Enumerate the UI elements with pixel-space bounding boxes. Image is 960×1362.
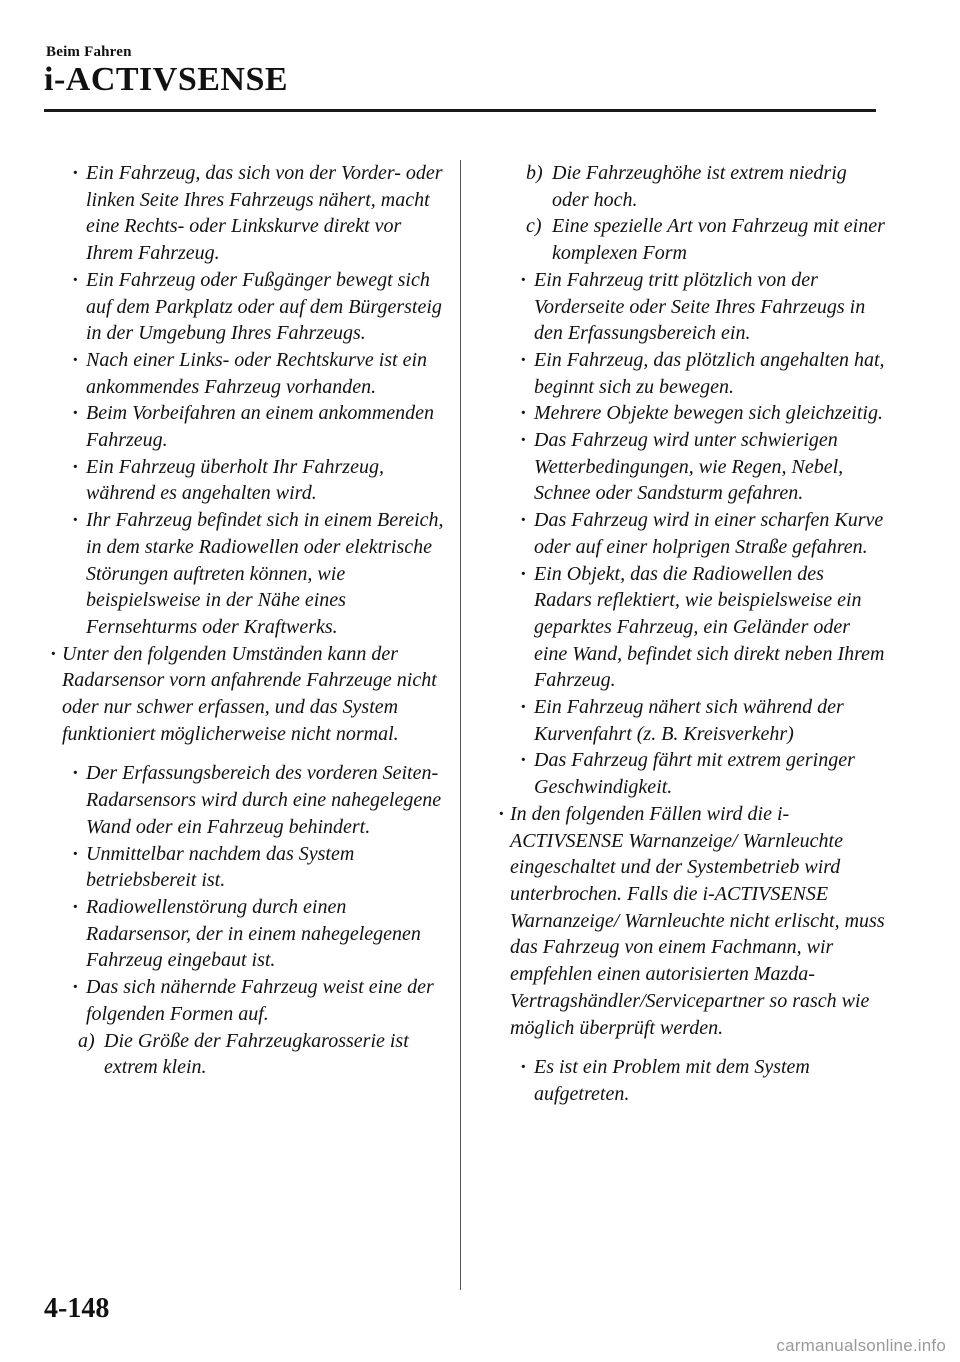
list-item: · Radiowellenstörung durch einen Radarsensor, der in einem nahegelegenen Fahrzeug eingebaut ist.: [48, 894, 448, 974]
list-item: · Ein Fahrzeug, das plötzlich angehalten hat, beginnt sich zu bewegen.: [496, 347, 886, 400]
section-label: Beim Fahren: [46, 44, 132, 60]
lettered-item: [496, 213, 886, 266]
list-item: · Es ist ein Problem mit dem System aufgetreten.: [496, 1054, 886, 1107]
list-item: · Mehrere Objekte bewegen sich gleichzeitig.: [496, 400, 886, 427]
list-item: · Ein Fahrzeug überholt Ihr Fahrzeug, während es angehalten wird.: [48, 454, 448, 507]
list-item: · Das Fahrzeug fährt mit extrem geringer Geschwindigkeit.: [496, 747, 886, 800]
main-bullet: · Unter den folgenden Umständen kann der Radarsensor vorn anfahrende Fahrzeuge nicht oder nur schwer erfassen, und das System funktioniert möglicherweise nicht normal.: [48, 641, 448, 748]
list-item: · Ein Fahrzeug, das sich von der Vorder- oder linken Seite Ihres Fahrzeugs nähert, macht eine Rechts- oder Linkskurve direkt vor Ihrem Fahrzeug.: [48, 160, 448, 267]
list-item: · Nach einer Links- oder Rechtskurve ist ein ankommendes Fahrzeug vorhanden.: [48, 347, 448, 400]
item-letter: b): [526, 162, 543, 184]
column-divider: [460, 160, 461, 1290]
list-item: · Das Fahrzeug wird in einer scharfen Kurve oder auf einer holprigen Straße gefahren.: [496, 507, 886, 560]
list-item: · Der Erfassungsbereich des vorderen Seiten-Radarsensors wird durch eine nahegelegene Wand oder ein Fahrzeug behindert.: [48, 760, 448, 840]
list-item: · Ein Objekt, das die Radiowellen des Radars reflektiert, wie beispielsweise ein geparktes Fahrzeug, ein Geländer oder eine Wand, befindet sich direkt neben Ihrem Fahrzeug.: [496, 561, 886, 695]
item-letter: a): [78, 1029, 95, 1052]
right-column: [496, 160, 886, 1108]
list-item: · Unmittelbar nachdem das System betriebsbereit ist.: [48, 841, 448, 894]
lettered-item: [496, 160, 886, 213]
left-column: [48, 160, 448, 1081]
item-letter: c): [526, 215, 542, 238]
list-item: · Beim Vorbeifahren an einem ankommenden Fahrzeug.: [48, 400, 448, 453]
lettered-item: [48, 1028, 448, 1081]
item-text: Die Größe der Fahrzeugkarosserie ist extrem klein.: [104, 1029, 409, 1079]
watermark-link[interactable]: carmanualsonline.info: [776, 1336, 946, 1355]
item-text: Eine spezielle Art von Fahrzeug mit einer komplexen Form: [552, 215, 885, 265]
page-number: 4-148: [44, 1293, 110, 1324]
list-item: · Ein Fahrzeug nähert sich während der Kurvenfahrt (z. B. Kreisverkehr): [496, 694, 886, 747]
page-title: i-ACTIVSENSE: [44, 61, 289, 98]
list-item: · Ihr Fahrzeug befindet sich in einem Bereich, in dem starke Radiowellen oder elektrische Störungen auftreten können, wie beispielsweise in der Nähe eines Fernsehturms oder Kraftwerks.: [48, 507, 448, 641]
list-item: · Das sich nähernde Fahrzeug weist eine der folgenden Formen auf.: [48, 974, 448, 1027]
header-rule: [44, 109, 876, 112]
list-item: · Das Fahrzeug wird unter schwierigen Wetterbedingungen, wie Regen, Nebel, Schnee oder Sandsturm gefahren.: [496, 427, 886, 507]
item-text: Die Fahrzeughöhe ist extrem niedrig oder hoch.: [552, 162, 847, 211]
list-item: · Ein Fahrzeug tritt plötzlich von der Vorderseite oder Seite Ihres Fahrzeugs in den Erfassungsbereich ein.: [496, 267, 886, 347]
main-bullet: · In den folgenden Fällen wird die i-ACTIVSENSE Warnanzeige/ Warnleuchte eingeschaltet und der Systembetrieb wird unterbrochen. Falls die i-ACTIVSENSE Warnanzeige/ Warnleuchte nicht erlischt, muss das Fahrzeug von einem Fachmann, wir empfehlen einen autorisierten Mazda-Vertragshändler/Servicepartner so rasch wie möglich überprüft werden.: [496, 801, 886, 1041]
list-item: · Ein Fahrzeug oder Fußgänger bewegt sich auf dem Parkplatz oder auf dem Bürgersteig in der Umgebung Ihres Fahrzeugs.: [48, 267, 448, 347]
